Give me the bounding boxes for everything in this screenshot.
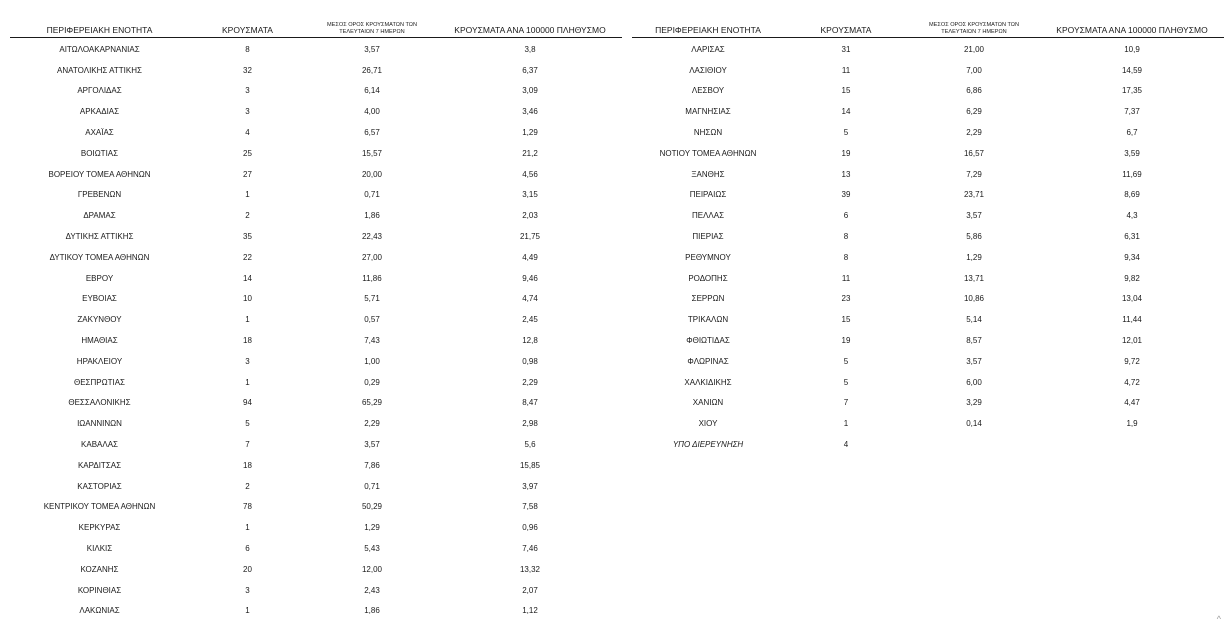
cell-cases: 20 <box>243 564 252 574</box>
table-row <box>10 60 622 81</box>
cell-region: ΝΟΤΙΟΥ ΤΟΜΕΑ ΑΘΗΝΩΝ <box>659 148 757 158</box>
header-avg7-line2: ΤΕΛΕΥΤΑΙΩΝ 7 ΗΜΕΡΩΝ <box>339 28 405 35</box>
header-avg7 <box>306 0 438 38</box>
table-row <box>632 185 1224 206</box>
cell-avg7: 7,86 <box>364 460 380 470</box>
table-row <box>10 393 622 414</box>
cell-per100k: 3,46 <box>522 107 538 117</box>
cell-avg7: 0,71 <box>364 481 380 491</box>
cell-cases: 3 <box>245 107 250 117</box>
cell-per100k: 4,72 <box>1124 377 1140 387</box>
cell-region: ΥΠΟ ΔΙΕΡΕΥΝΗΣΗ <box>672 440 744 450</box>
cell-per100k: 7,37 <box>1124 107 1140 117</box>
cell-region: ΚΙΛΚΙΣ <box>86 544 113 554</box>
cell-per100k: 12,8 <box>522 336 538 346</box>
cell-region: ΓΡΕΒΕΝΩΝ <box>77 190 122 200</box>
cell-per100k: 4,56 <box>522 169 538 179</box>
cell-region: ΒΟΙΩΤΙΑΣ <box>80 148 119 158</box>
cell-region: ΞΑΝΘΗΣ <box>691 169 725 179</box>
cell-avg7: 5,43 <box>364 544 380 554</box>
cell-cases: 10 <box>243 294 252 304</box>
cell-avg7: 4,00 <box>364 107 380 117</box>
cell-region: ΦΘΙΩΤΙΔΑΣ <box>686 336 730 346</box>
cell-avg7: 21,00 <box>963 44 985 54</box>
table-row <box>10 497 622 518</box>
cell-avg7: 7,43 <box>364 336 380 346</box>
cell-cases: 6 <box>245 544 250 554</box>
table-header-row <box>10 0 622 38</box>
cell-avg7: 0,29 <box>364 377 380 387</box>
cell-per100k: 13,32 <box>519 564 541 574</box>
cell-per100k: 15,85 <box>519 460 541 470</box>
cell-cases: 32 <box>243 65 252 75</box>
cell-avg7: 23,71 <box>963 190 985 200</box>
cell-cases: 8 <box>245 44 250 54</box>
cell-per100k: 2,07 <box>522 585 538 595</box>
cell-region: ΖΑΚΥΝΘΟΥ <box>77 315 122 325</box>
cell-region: ΡΕΘΥΜΝΟΥ <box>685 252 731 262</box>
cell-per100k: 11,69 <box>1122 169 1142 179</box>
table-row <box>632 226 1224 247</box>
cell-per100k: 2,45 <box>522 315 538 325</box>
cell-cases: 1 <box>245 606 250 616</box>
cases-table-left <box>10 0 622 621</box>
cases-table-right <box>632 0 1224 455</box>
cell-cases: 1 <box>843 419 849 429</box>
cell-region: ΙΩΑΝΝΙΝΩΝ <box>77 419 122 429</box>
cell-region: ΛΑΡΙΣΑΣ <box>691 44 725 54</box>
cell-cases: 18 <box>243 460 252 470</box>
cell-cases: 15 <box>841 86 851 96</box>
cell-per100k: 1,12 <box>522 606 538 616</box>
cell-cases: 2 <box>245 211 250 221</box>
table-row <box>10 122 622 143</box>
cell-per100k: 1,29 <box>522 128 538 138</box>
cell-per100k: 4,47 <box>1124 398 1140 408</box>
cell-per100k: 9,82 <box>1124 273 1140 283</box>
cell-cases: 18 <box>243 336 252 346</box>
cell-region: ΘΕΣΠΡΩΤΙΑΣ <box>74 377 125 387</box>
cell-avg7: 5,71 <box>364 294 380 304</box>
cell-per100k: 21,2 <box>522 148 538 158</box>
cell-cases: 14 <box>243 273 252 283</box>
cell-cases: 3 <box>245 86 250 96</box>
cell-cases: 1 <box>245 190 250 200</box>
cell-region: ΚΑΒΑΛΑΣ <box>81 440 118 450</box>
table-row <box>632 434 1224 455</box>
cell-cases: 3 <box>245 356 250 366</box>
cell-cases: 39 <box>841 190 851 200</box>
table-row <box>10 372 622 393</box>
cell-cases: 1 <box>245 315 250 325</box>
cell-cases: 5 <box>843 377 849 387</box>
cell-per100k: 9,72 <box>1124 356 1140 366</box>
cell-avg7: 65,29 <box>361 398 383 408</box>
header-avg7-line2: ΤΕΛΕΥΤΑΙΩΝ 7 ΗΜΕΡΩΝ <box>941 28 1007 35</box>
cell-cases: 4 <box>843 440 849 450</box>
table-row <box>632 268 1224 289</box>
cell-avg7: 8,57 <box>966 336 982 346</box>
table-row <box>10 268 622 289</box>
cell-cases: 19 <box>841 148 851 158</box>
cell-avg7 <box>908 434 1040 455</box>
cell-cases: 94 <box>243 398 252 408</box>
table-row <box>10 455 622 476</box>
cell-region: ΑΙΤΩΛΟΑΚΑΡΝΑΝΙΑΣ <box>59 44 140 54</box>
header-region: ΠΕΡΙΦΕΡΕΙΑΚΗ ΕΝΟΤΗΤΑ <box>10 0 189 38</box>
cell-per100k: 3,15 <box>522 190 538 200</box>
cell-per100k: 4,49 <box>522 252 538 262</box>
cell-per100k: 9,46 <box>522 273 538 283</box>
table-row <box>632 60 1224 81</box>
cell-region: ΠΕΛΛΑΣ <box>691 211 725 221</box>
cell-per100k: 6,7 <box>1126 128 1138 138</box>
header-per100k: ΚΡΟΥΣΜΑΤΑ ΑΝΑ 100000 ΠΛΗΘΥΣΜΟ <box>1040 0 1224 38</box>
cell-cases: 35 <box>243 232 252 242</box>
cell-cases: 5 <box>245 419 250 429</box>
cell-region: ΠΕΙΡΑΙΩΣ <box>689 190 727 200</box>
cell-cases: 7 <box>245 440 250 450</box>
cell-region: ΛΑΣΙΘΙΟΥ <box>689 65 727 75</box>
cell-region: ΑΡΓΟΛΙΔΑΣ <box>77 86 122 96</box>
cell-cases: 27 <box>243 169 252 179</box>
cell-region: ΗΡΑΚΛΕΙΟΥ <box>76 356 123 366</box>
cell-region: ΚΟΖΑΝΗΣ <box>80 564 119 574</box>
table-row <box>632 289 1224 310</box>
cell-region: ΕΒΡΟΥ <box>85 273 114 283</box>
cell-region: ΒΟΡΕΙΟΥ ΤΟΜΕΑ ΑΘΗΝΩΝ <box>48 169 151 179</box>
table-row <box>632 351 1224 372</box>
table-row <box>10 601 622 622</box>
cell-region: ΑΡΚΑΔΙΑΣ <box>79 107 120 117</box>
cell-avg7: 7,29 <box>966 169 982 179</box>
cell-per100k: 11,44 <box>1122 315 1142 325</box>
cell-region: ΔΡΑΜΑΣ <box>83 211 116 221</box>
cell-region: ΤΡΙΚΑΛΩΝ <box>687 315 729 325</box>
cell-region: ΕΥΒΟΙΑΣ <box>82 294 117 304</box>
cell-region: ΚΕΝΤΡΙΚΟΥ ΤΟΜΕΑ ΑΘΗΝΩΝ <box>43 502 156 512</box>
cell-avg7: 27,00 <box>361 252 383 262</box>
table-row <box>10 538 622 559</box>
table-row <box>10 247 622 268</box>
cell-cases: 6 <box>843 211 849 221</box>
cell-cases: 31 <box>841 44 851 54</box>
cell-per100k: 7,46 <box>522 544 538 554</box>
cell-cases: 11 <box>841 65 851 75</box>
cell-per100k: 8,47 <box>522 398 538 408</box>
cell-avg7: 3,57 <box>364 440 380 450</box>
cell-region: ΚΟΡΙΝΘΙΑΣ <box>77 585 122 595</box>
table-row <box>10 351 622 372</box>
cell-per100k: 6,37 <box>522 65 538 75</box>
cell-avg7: 10,86 <box>963 294 985 304</box>
cell-region: ΑΧΑΪΑΣ <box>85 128 114 138</box>
cell-cases: 14 <box>841 107 851 117</box>
cell-per100k <box>1040 434 1224 455</box>
table-row <box>632 372 1224 393</box>
cell-per100k: 7,58 <box>522 502 538 512</box>
table-row <box>10 559 622 580</box>
cell-avg7: 3,57 <box>966 211 982 221</box>
cell-avg7: 26,71 <box>361 65 383 75</box>
cell-avg7: 1,29 <box>364 523 380 533</box>
cell-per100k: 4,3 <box>1126 211 1138 221</box>
table-row <box>10 309 622 330</box>
cell-cases: 25 <box>243 148 252 158</box>
cell-per100k: 13,04 <box>1121 294 1143 304</box>
cell-per100k: 3,8 <box>524 44 536 54</box>
cell-avg7: 7,00 <box>966 65 982 75</box>
cell-cases: 5 <box>843 356 849 366</box>
cell-cases: 5 <box>843 128 849 138</box>
cell-region: ΧΑΝΙΩΝ <box>692 398 724 408</box>
table-row <box>632 413 1224 434</box>
cell-region: ΧΑΛΚΙΔΙΚΗΣ <box>684 377 732 387</box>
cell-cases: 4 <box>245 128 250 138</box>
cell-per100k: 2,03 <box>522 211 538 221</box>
table-row <box>632 101 1224 122</box>
table-row <box>10 330 622 351</box>
cell-region: ΚΑΡΔΙΤΣΑΣ <box>77 460 122 470</box>
cell-region: ΑΝΑΤΟΛΙΚΗΣ ΑΤΤΙΚΗΣ <box>57 65 142 75</box>
cell-per100k: 1,9 <box>1126 419 1138 429</box>
cell-region: ΔΥΤΙΚΟΥ ΤΟΜΕΑ ΑΘΗΝΩΝ <box>49 252 150 262</box>
cell-per100k: 10,9 <box>1124 44 1140 54</box>
cell-avg7: 6,00 <box>966 377 982 387</box>
cell-avg7: 3,57 <box>966 356 982 366</box>
cell-region: ΧΙΟΥ <box>698 419 718 429</box>
table-row <box>10 38 622 60</box>
cell-avg7: 6,29 <box>966 107 982 117</box>
cell-avg7: 0,14 <box>966 419 982 429</box>
table-row <box>632 309 1224 330</box>
cell-cases: 19 <box>841 336 851 346</box>
cell-avg7: 11,86 <box>362 273 382 283</box>
cell-region: ΚΕΡΚΥΡΑΣ <box>78 523 121 533</box>
cell-region: ΝΗΣΩΝ <box>693 128 723 138</box>
cell-avg7: 5,14 <box>966 315 982 325</box>
scroll-up-indicator[interactable]: ^ <box>1216 614 1221 624</box>
table-row <box>632 393 1224 414</box>
cell-cases: 7 <box>843 398 849 408</box>
table-row <box>10 226 622 247</box>
cell-avg7: 0,57 <box>364 315 380 325</box>
header-avg7 <box>908 0 1040 38</box>
cell-per100k: 6,31 <box>1124 232 1140 242</box>
cell-avg7: 2,29 <box>966 128 982 138</box>
table-row <box>632 38 1224 60</box>
table-row <box>10 476 622 497</box>
cell-avg7: 12,00 <box>361 564 383 574</box>
cell-cases: 11 <box>841 273 851 283</box>
header-cases: ΚΡΟΥΣΜΑΤΑ <box>189 0 306 38</box>
table-row <box>10 580 622 601</box>
cell-region: ΗΜΑΘΙΑΣ <box>81 336 118 346</box>
cell-per100k: 2,98 <box>522 419 538 429</box>
cell-avg7: 6,14 <box>364 86 380 96</box>
cell-per100k: 8,69 <box>1124 190 1140 200</box>
cell-cases: 13 <box>841 169 851 179</box>
cell-region: ΚΑΣΤΟΡΙΑΣ <box>77 481 122 491</box>
cell-avg7: 1,86 <box>364 606 380 616</box>
table-row <box>632 205 1224 226</box>
cell-region: ΦΛΩΡΙΝΑΣ <box>687 356 729 366</box>
cell-cases: 1 <box>245 523 250 533</box>
cell-avg7: 3,57 <box>364 44 380 54</box>
cell-per100k: 0,98 <box>522 356 538 366</box>
table-row <box>10 185 622 206</box>
header-cases: ΚΡΟΥΣΜΑΤΑ <box>784 0 908 38</box>
cell-per100k: 9,34 <box>1124 252 1140 262</box>
cell-region: ΛΕΣΒΟΥ <box>691 86 725 96</box>
cell-per100k: 17,35 <box>1121 86 1143 96</box>
header-avg7-line1: ΜΕΣΟΣ ΟΡΟΣ ΚΡΟΥΣΜΑΤΩΝ ΤΩΝ <box>327 22 417 28</box>
header-region: ΠΕΡΙΦΕΡΕΙΑΚΗ ΕΝΟΤΗΤΑ <box>632 0 784 38</box>
cell-region: ΘΕΣΣΑΛΟΝΙΚΗΣ <box>68 398 131 408</box>
cell-region: ΠΙΕΡΙΑΣ <box>692 232 724 242</box>
cell-region: ΜΑΓΝΗΣΙΑΣ <box>685 107 731 117</box>
cell-avg7: 22,43 <box>361 232 383 242</box>
cell-avg7: 16,57 <box>963 148 985 158</box>
cell-cases: 8 <box>843 232 849 242</box>
cell-cases: 3 <box>245 585 250 595</box>
table-row <box>632 122 1224 143</box>
cell-cases: 2 <box>245 481 250 491</box>
table-row <box>632 143 1224 164</box>
cell-avg7: 15,57 <box>361 148 383 158</box>
cell-per100k: 3,97 <box>522 481 538 491</box>
cell-cases: 23 <box>841 294 851 304</box>
cell-region: ΣΕΡΡΩΝ <box>691 294 725 304</box>
header-per100k: ΚΡΟΥΣΜΑΤΑ ΑΝΑ 100000 ΠΛΗΘΥΣΜΟ <box>438 0 622 38</box>
cell-per100k: 14,59 <box>1121 65 1143 75</box>
table-row <box>632 247 1224 268</box>
cell-avg7: 50,29 <box>361 502 383 512</box>
table-row <box>10 517 622 538</box>
table-row <box>10 434 622 455</box>
table-row <box>632 164 1224 185</box>
cell-region: ΛΑΚΩΝΙΑΣ <box>79 606 120 616</box>
cell-avg7: 20,00 <box>361 169 383 179</box>
cell-avg7: 1,00 <box>364 356 380 366</box>
table-row <box>10 81 622 102</box>
cell-region: ΔΥΤΙΚΗΣ ΑΤΤΙΚΗΣ <box>65 232 134 242</box>
cell-region: ΡΟΔΟΠΗΣ <box>688 273 728 283</box>
cell-cases: 15 <box>841 315 851 325</box>
table-row <box>10 413 622 434</box>
cell-avg7: 6,57 <box>364 128 380 138</box>
cell-per100k: 21,75 <box>519 232 541 242</box>
cell-avg7: 2,29 <box>364 419 380 429</box>
table-row <box>10 101 622 122</box>
table-row <box>10 164 622 185</box>
cell-cases: 78 <box>243 502 252 512</box>
cell-per100k: 5,6 <box>524 440 536 450</box>
header-avg7-line1: ΜΕΣΟΣ ΟΡΟΣ ΚΡΟΥΣΜΑΤΩΝ ΤΩΝ <box>929 22 1019 28</box>
cell-per100k: 3,09 <box>522 86 538 96</box>
cell-avg7: 1,86 <box>364 211 380 221</box>
table-row <box>10 205 622 226</box>
table-row <box>10 143 622 164</box>
cell-cases: 22 <box>243 252 252 262</box>
cell-cases: 8 <box>843 252 849 262</box>
cell-per100k: 3,59 <box>1124 148 1140 158</box>
cell-per100k: 4,74 <box>522 294 538 304</box>
cell-avg7: 13,71 <box>963 273 985 283</box>
cell-avg7: 1,29 <box>966 252 982 262</box>
table-row <box>632 330 1224 351</box>
table-row <box>632 81 1224 102</box>
cell-avg7: 0,71 <box>364 190 380 200</box>
cell-avg7: 3,29 <box>966 398 982 408</box>
cell-avg7: 5,86 <box>966 232 982 242</box>
cell-avg7: 2,43 <box>364 585 380 595</box>
cell-per100k: 12,01 <box>1121 336 1143 346</box>
cell-per100k: 2,29 <box>522 377 538 387</box>
table-row <box>10 289 622 310</box>
cell-per100k: 0,96 <box>522 523 538 533</box>
cell-cases: 1 <box>245 377 250 387</box>
table-header-row <box>632 0 1224 38</box>
cell-avg7: 6,86 <box>966 86 982 96</box>
